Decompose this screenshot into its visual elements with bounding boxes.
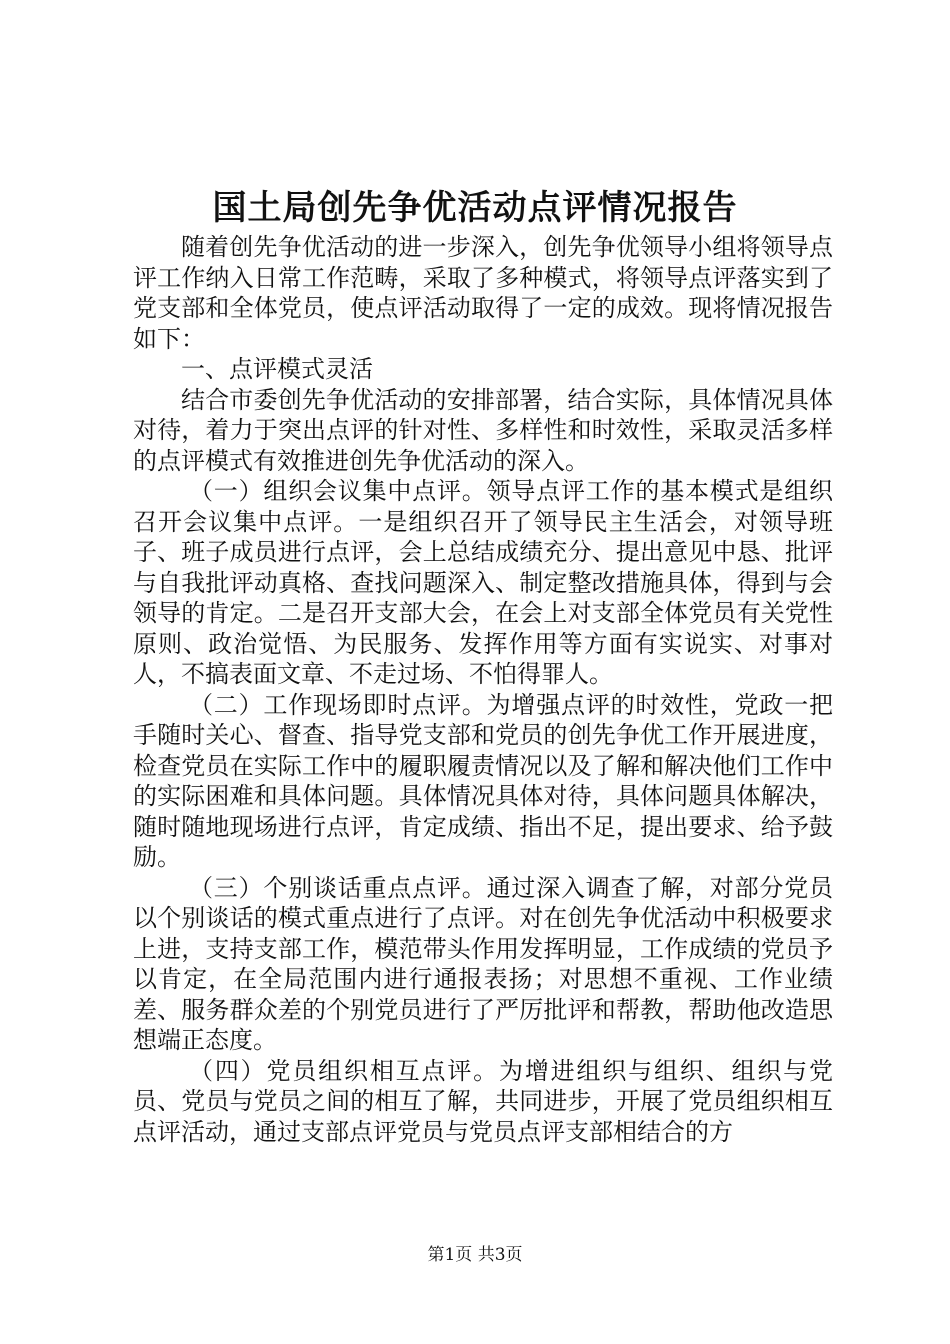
section-heading-1: 一、点评模式灵活	[181, 355, 373, 383]
paragraph-section-1: 结合市委创先争优活动的安排部署，结合实际，具体情况具体对待，着力于突出点评的针对性、多样性和时效性，采取灵活多样的点评模式有效推进创先争优活动的深入。	[133, 385, 833, 475]
document-title: 国土局创先争优活动点评情况报告	[212, 188, 738, 228]
paragraph-subsection-3: （三）个别谈话重点点评。通过深入调查了解，对部分党员以个别谈话的模式重点进行了点评。对在创先争优活动中积极要求上进，支持支部工作，模范带头作用发挥明显，工作成绩的党员予以肯定，在全局范围内进行通报表扬；对思想不重视、工作业绩差、服务群众差的个别党员进行了严厉批评和帮教，帮助他改造思想端正态度。	[133, 873, 833, 1054]
paragraph-intro: 随着创先争优活动的进一步深入，创先争优领导小组将领导点评工作纳入日常工作范畴，采取了多种模式，将领导点评落实到了党支部和全体党员，使点评活动取得了一定的成效。现将情况报告如下：	[133, 233, 833, 353]
paragraph-subsection-1: （一）组织会议集中点评。领导点评工作的基本模式是组织召开会议集中点评。一是组织召开了领导民主生活会，对领导班子、班子成员进行点评，会上总结成绩充分、提出意见中恳、批评与自我批评动真格、查找问题深入、制定整改措施具体，得到与会领导的肯定。二是召开支部大会，在会上对支部全体党员有关党性原则、政治觉悟、为民服务、发挥作用等方面有实说实、对事对人，不搞表面文章、不走过场、不怕得罪人。	[133, 477, 833, 688]
page-footer: 第1页 共3页	[427, 1245, 523, 1265]
document-body	[133, 232, 833, 1147]
paragraph-subsection-4: （四）党员组织相互点评。为增进组织与组织、组织与党员、党员与党员之间的相互了解，共同进步，开展了党员组织相互点评活动，通过支部点评党员与党员点评支部相结合的方	[133, 1056, 833, 1146]
paragraph-subsection-2: （二）工作现场即时点评。为增强点评的时效性，党政一把手随时关心、督查、指导党支部和党员的创先争优工作开展进度，检查党员在实际工作中的履职履责情况以及了解和解决他们工作中的实际困难和具体问题。具体情况具体对待，具体问题具体解决，随时随地现场进行点评，肯定成绩、指出不足，提出要求、给予鼓励。	[133, 690, 833, 871]
